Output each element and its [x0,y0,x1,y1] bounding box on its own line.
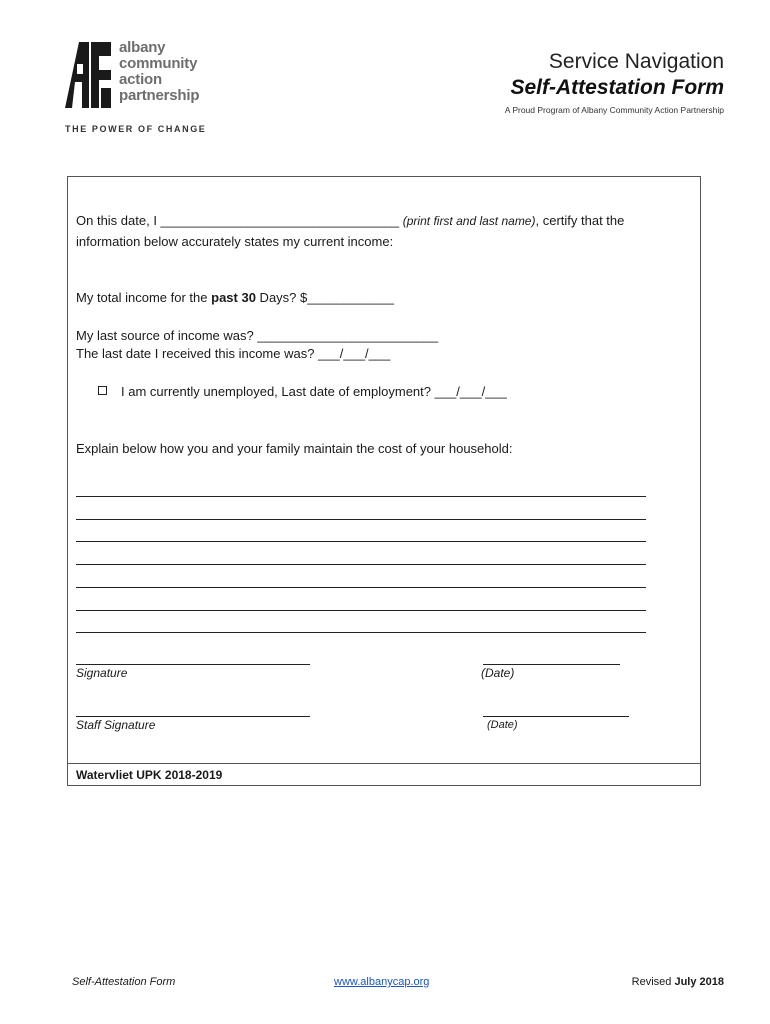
program-tagline: A Proud Program of Albany Community Action Partnership [504,105,724,115]
unemployed-label: I am currently unemployed, Last date of employment? ___/___/___ [121,384,507,399]
explain-line[interactable] [76,519,646,520]
organization-logo [65,40,215,135]
signature-line[interactable] [76,664,310,665]
name-hint: (print first and last name) [402,214,536,228]
name-field[interactable]: On this date, I _________________________________ [76,213,400,228]
logo-tagline: THE POWER OF CHANGE [65,124,207,134]
explain-line[interactable] [76,496,646,497]
staff-signature-line[interactable] [76,716,310,717]
staff-date-line[interactable] [483,716,629,717]
revised-prefix: Revised [631,976,675,988]
form-footer: Watervliet UPK 2018-2019 [67,764,701,786]
explain-line[interactable] [76,564,646,565]
acap-logo-icon [65,42,111,108]
document-title: Service Navigation [548,50,724,73]
income-suffix: Days? $____________ [255,290,394,305]
website-link[interactable]: www.albanycap.org [334,976,430,988]
logo-word: partnership [119,87,200,104]
footer-form-name: Self-Attestation Form [72,976,176,988]
explain-line[interactable] [76,541,646,542]
intro-line-2: information below accurately states my current income: [76,234,394,249]
intro-line-1 [76,213,624,228]
logo-word: action [119,71,162,88]
form-box [67,176,701,764]
income-prefix: My total income for the [76,290,212,305]
date-label: (Date) [481,666,515,680]
intro-suffix: , certify that the [535,213,625,228]
explain-line[interactable] [76,610,646,611]
explain-line[interactable] [76,632,646,633]
last-income-source-field[interactable]: My last source of income was? _________________________ [76,328,439,343]
unemployed-checkbox[interactable] [98,386,107,395]
staff-signature-label: Staff Signature [76,718,156,732]
total-income-field[interactable] [76,290,394,305]
logo-word: albany [119,39,166,56]
document-subtitle: Self-Attestation Form [510,76,724,99]
logo-word: community [119,55,198,72]
explain-prompt: Explain below how you and your family maintain the cost of your household: [76,441,513,456]
logo-wordmark [119,40,199,104]
revised-month: July 2018 [674,976,724,988]
revised-date [632,976,724,988]
last-income-date-field[interactable]: The last date I received this income was? ___/___/___ [76,346,391,361]
date-line[interactable] [483,664,620,665]
staff-date-label: (Date) [487,719,518,731]
income-period: past 30 [211,290,256,305]
signature-label: Signature [76,666,128,680]
explain-line[interactable] [76,587,646,588]
